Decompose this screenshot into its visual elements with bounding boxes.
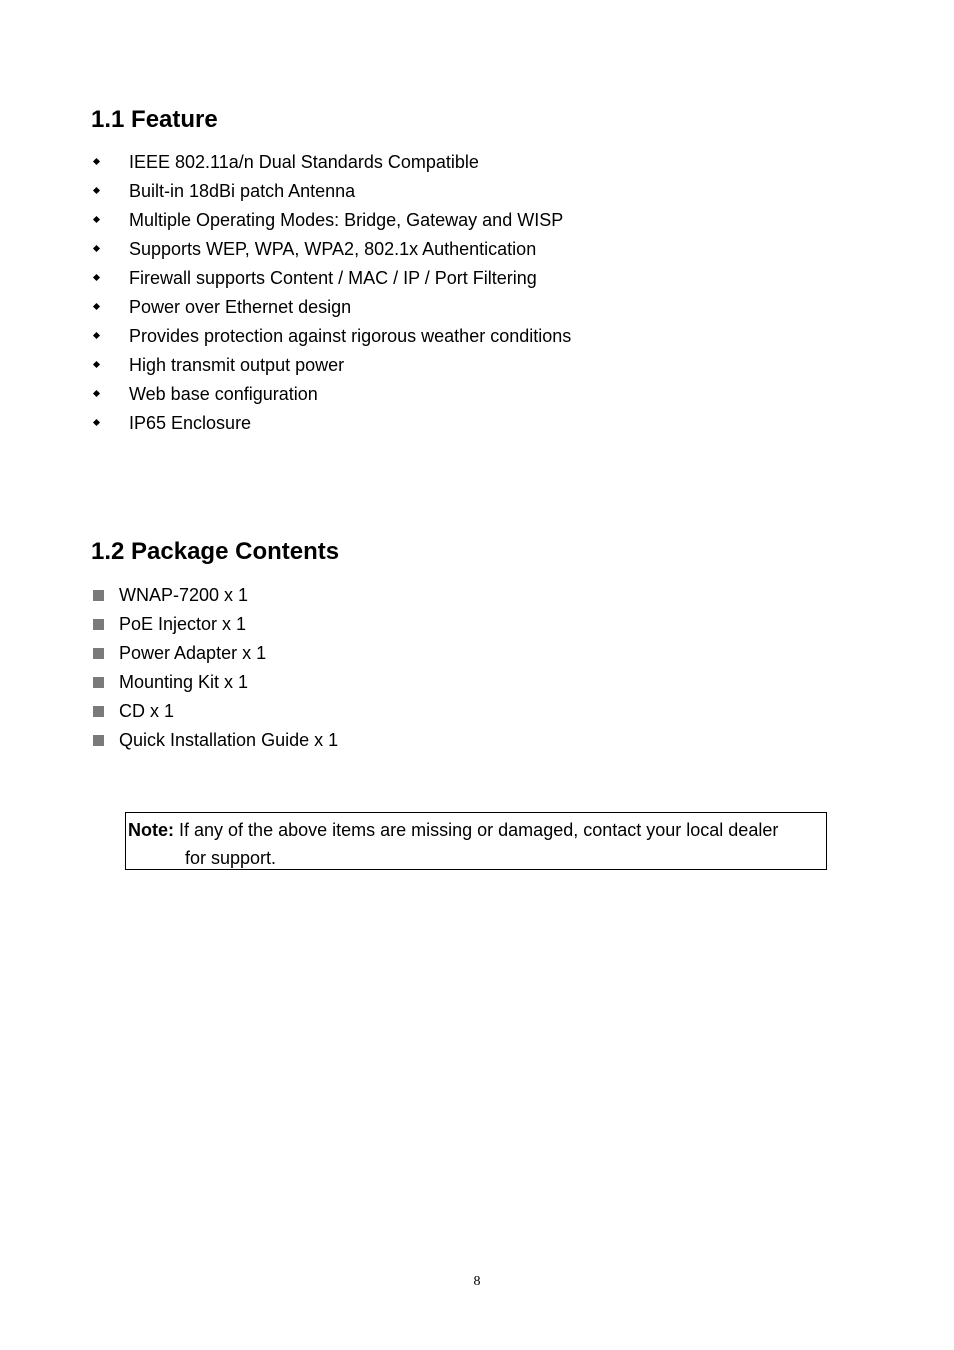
list-item xyxy=(91,409,571,438)
list-item xyxy=(91,639,338,668)
feature-item-text: Provides protection against rigorous weather conditions xyxy=(129,326,572,346)
feature-item-text: IEEE 802.11a/n Dual Standards Compatible xyxy=(129,152,479,172)
package-item-text: PoE Injector x 1 xyxy=(119,614,247,634)
list-item xyxy=(91,697,338,726)
diamond-bullet-icon xyxy=(93,216,100,223)
feature-item-text: Firewall supports Content / MAC / IP / Port Filtering xyxy=(129,268,537,288)
package-item-text: Quick Installation Guide x 1 xyxy=(119,730,339,750)
feature-item-text: Supports WEP, WPA, WPA2, 802.1x Authentication xyxy=(129,239,537,259)
feature-item-text: Power over Ethernet design xyxy=(129,297,352,317)
diamond-bullet-icon xyxy=(93,274,100,281)
diamond-bullet-icon xyxy=(93,158,100,165)
page-number: 8 xyxy=(473,1274,481,1289)
list-item xyxy=(91,322,571,351)
package-item-text: Mounting Kit x 1 xyxy=(119,672,249,692)
square-bullet-icon xyxy=(93,677,104,688)
diamond-bullet-icon xyxy=(93,361,100,368)
diamond-bullet-icon xyxy=(93,245,100,252)
package-item-text: Power Adapter x 1 xyxy=(119,643,267,663)
list-item xyxy=(91,206,571,235)
list-item xyxy=(91,148,571,177)
diamond-bullet-icon xyxy=(93,332,100,339)
feature-item-text: Web base configuration xyxy=(129,384,318,404)
feature-list xyxy=(91,148,571,438)
list-item xyxy=(91,351,571,380)
list-item xyxy=(91,235,571,264)
diamond-bullet-icon xyxy=(93,187,100,194)
square-bullet-icon xyxy=(93,590,104,601)
package-contents-list xyxy=(91,581,338,755)
package-contents-heading: 1.2 Package Contents xyxy=(91,538,340,565)
note-line-1 xyxy=(128,816,826,844)
diamond-bullet-icon xyxy=(93,303,100,310)
list-item xyxy=(91,726,338,755)
feature-item-text: Multiple Operating Modes: Bridge, Gateway and WISP xyxy=(129,210,564,230)
list-item xyxy=(91,264,571,293)
feature-item-text: IP65 Enclosure xyxy=(129,413,252,433)
note-line-2: for support. xyxy=(185,848,277,868)
list-item xyxy=(91,610,338,639)
diamond-bullet-icon xyxy=(93,419,100,426)
feature-item-text: Built-in 18dBi patch Antenna xyxy=(129,181,356,201)
list-item xyxy=(91,177,571,206)
feature-heading: 1.1 Feature xyxy=(91,106,218,133)
square-bullet-icon xyxy=(93,648,104,659)
diamond-bullet-icon xyxy=(93,390,100,397)
square-bullet-icon xyxy=(93,619,104,630)
list-item xyxy=(91,668,338,697)
square-bullet-icon xyxy=(93,706,104,717)
package-item-text: WNAP-7200 x 1 xyxy=(119,585,249,605)
note-label: Note: xyxy=(128,820,174,840)
list-item xyxy=(91,380,571,409)
note-text: If any of the above items are missing or damaged, contact your local dealer xyxy=(179,820,779,840)
list-item xyxy=(91,293,571,322)
feature-item-text: High transmit output power xyxy=(129,355,345,375)
square-bullet-icon xyxy=(93,735,104,746)
package-item-text: CD x 1 xyxy=(119,701,175,721)
list-item xyxy=(91,581,338,610)
note-box xyxy=(125,812,827,870)
